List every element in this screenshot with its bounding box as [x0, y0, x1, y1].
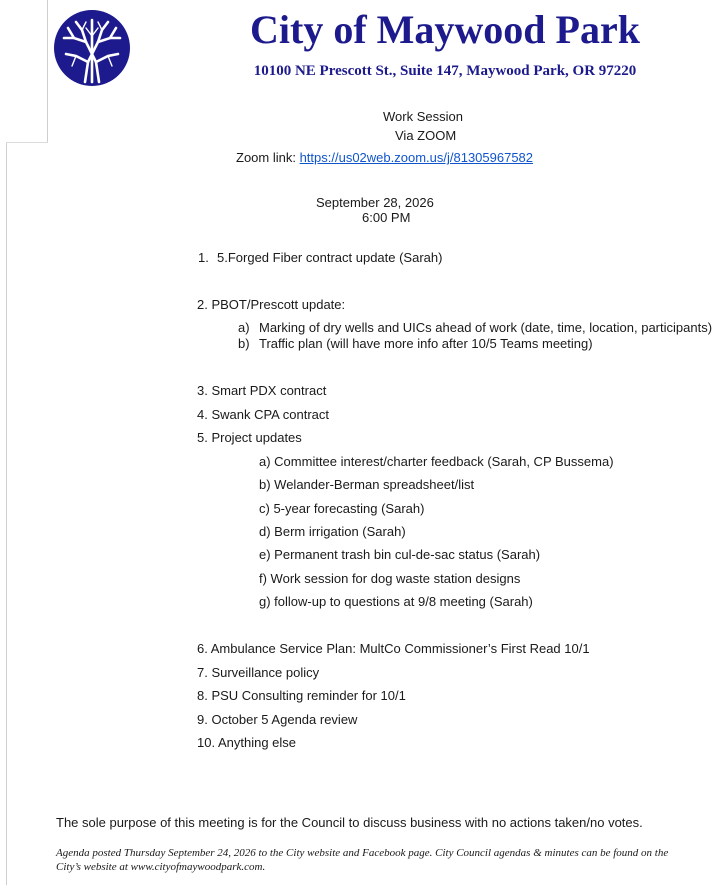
agenda-item-7: 7. Surveillance policy — [197, 665, 320, 680]
project-update-d: d) Berm irrigation (Sarah) — [259, 524, 406, 539]
tree-logo-icon — [52, 8, 132, 88]
meeting-purpose-statement: The sole purpose of this meeting is for the Council to discuss business with no actions taken/no votes. — [56, 815, 643, 830]
meeting-venue: Via ZOOM — [395, 128, 457, 143]
page-border-bottom — [6, 142, 7, 885]
agenda-item-6: 6. Ambulance Service Plan: MultCo Commissioner’s First Read 10/1 — [197, 641, 590, 656]
meeting-time: 6:00 PM — [362, 210, 411, 225]
agenda-item-8: 8. PSU Consulting reminder for 10/1 — [197, 688, 406, 703]
meeting-date: September 28, 2026 — [316, 195, 434, 210]
subitem-2b-letter: b) — [238, 336, 250, 351]
project-update-f: f) Work session for dog waste station designs — [259, 571, 521, 586]
city-address: 10100 NE Prescott St., Suite 147, Maywood Park, OR 97220 — [253, 63, 637, 79]
agenda-item-3: 3. Smart PDX contract — [197, 383, 327, 398]
project-update-g: g) follow-up to questions at 9/8 meeting (Sarah) — [259, 594, 533, 609]
project-update-e: e) Permanent trash bin cul-de-sac status (Sarah) — [259, 547, 541, 562]
page-border-top — [47, 0, 48, 142]
zoom-label: Zoom link: — [236, 150, 300, 165]
zoom-link[interactable]: https://us02web.zoom.us/j/81305967582 — [299, 150, 534, 165]
page-border-step — [6, 142, 48, 143]
project-update-b: b) Welander-Berman spreadsheet/list — [259, 477, 475, 492]
agenda-item-9: 9. October 5 Agenda review — [197, 712, 358, 727]
agenda-item-1: 5.Forged Fiber contract update (Sarah) — [217, 250, 443, 265]
subitem-2a: Marking of dry wells and UICs ahead of work (date, time, location, participants) — [259, 320, 713, 335]
agenda-item-5: 5. Project updates — [197, 430, 302, 445]
project-update-a: a) Committee interest/charter feedback (Sarah, CP Bussema) — [259, 454, 614, 469]
zoom-line — [236, 150, 533, 166]
city-title: City of Maywood Park — [250, 7, 640, 52]
meeting-type: Work Session — [383, 109, 463, 124]
agenda-item-4: 4. Swank CPA contract — [197, 407, 329, 422]
agenda-posting-note: Agenda posted Thursday September 24, 2026 to the City website and Facebook page. City Council agendas & minutes can be found on the City’s website at www.cityofmaywoodpark.com. — [56, 847, 669, 873]
subitem-2b: Traffic plan (will have more info after 10/5 Teams meeting) — [259, 336, 593, 351]
subitem-2a-letter: a) — [238, 320, 250, 335]
project-update-c: c) 5-year forecasting (Sarah) — [259, 501, 425, 516]
agenda-item-10: 10. Anything else — [197, 735, 297, 750]
agenda-item-2: 2. PBOT/Prescott update: — [197, 297, 346, 312]
agenda-item-1-number: 1. — [198, 250, 209, 265]
